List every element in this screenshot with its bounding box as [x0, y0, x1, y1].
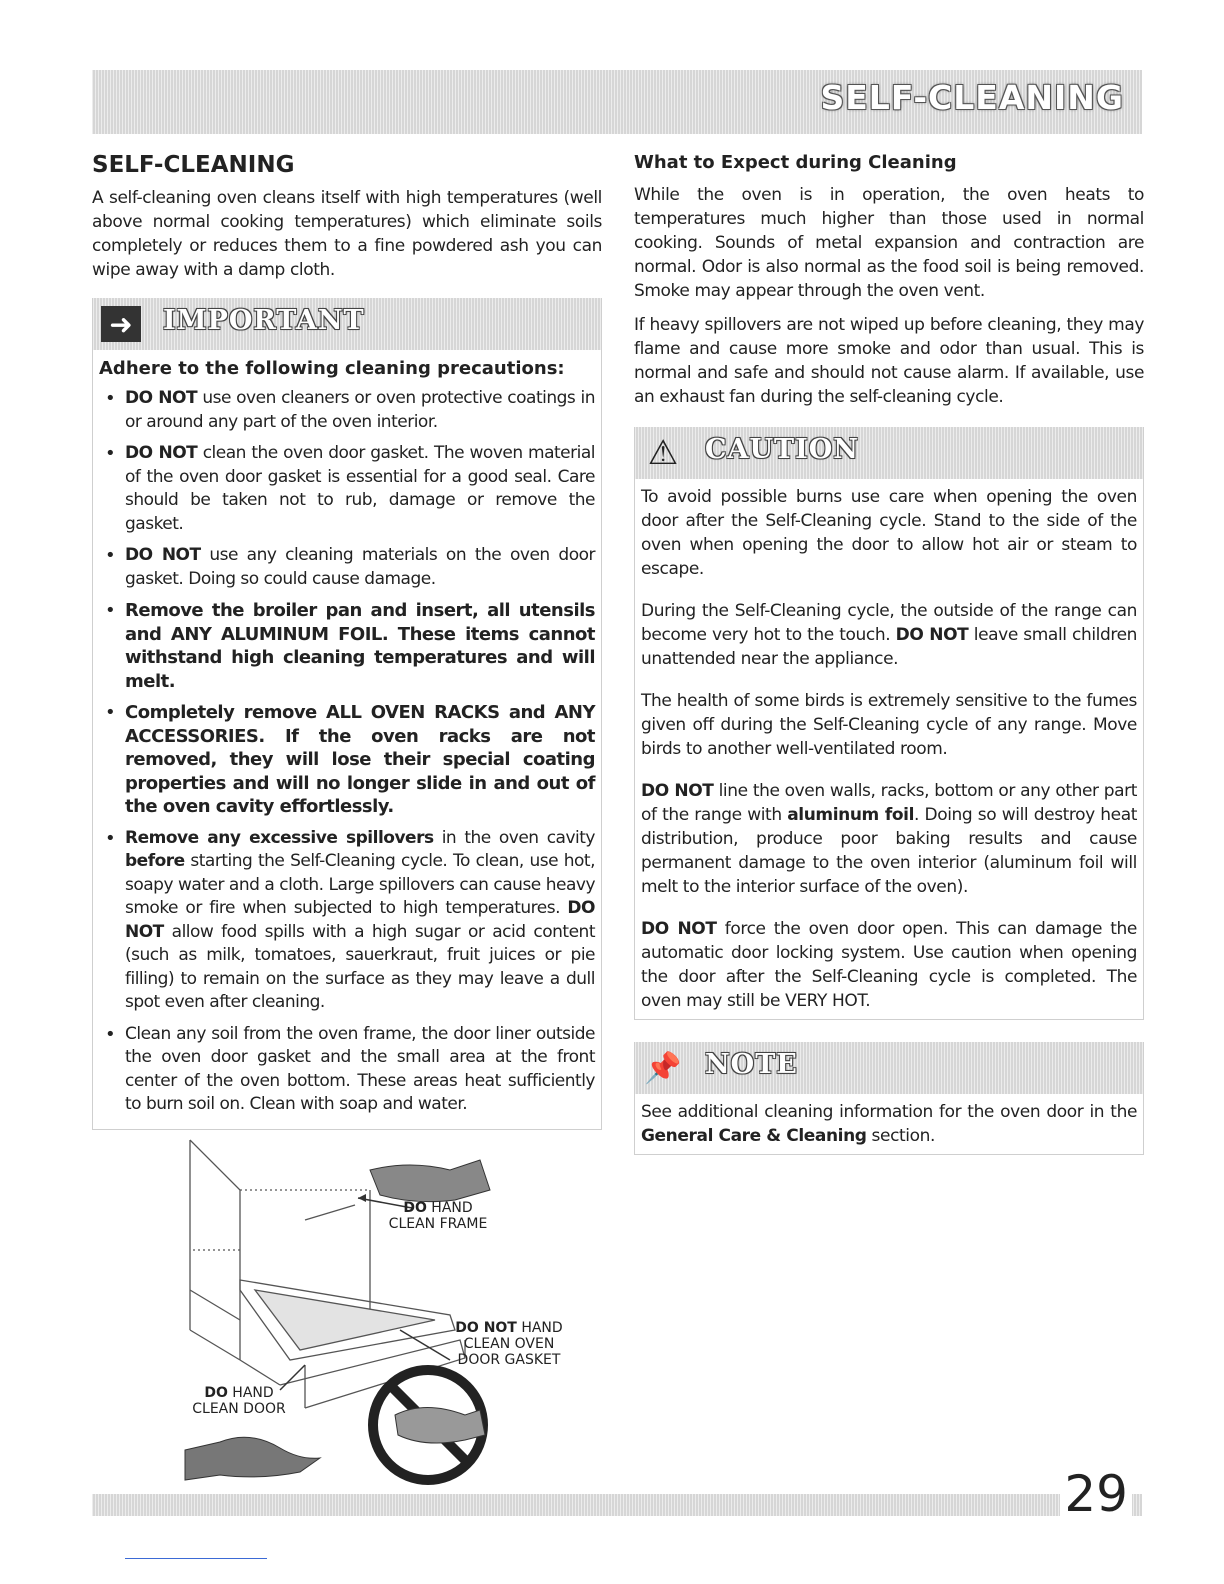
important-label: IMPORTANT — [163, 305, 365, 336]
item-text: clean the oven door gasket. The woven material of the oven door gasket is essential for a good seal. Care should be taken not to rub, damage or remove the gasket. — [125, 443, 595, 534]
prohibition-icon — [373, 1370, 485, 1480]
footer-band — [92, 1494, 1142, 1516]
bold-lead: DO NOT — [125, 388, 198, 408]
important-header — [93, 298, 601, 350]
note-paragraph: See additional cleaning information for the oven door in the General Care & Cleaning section. — [641, 1102, 1137, 1146]
hand-icon — [185, 1437, 320, 1480]
arrow-right-icon: ➜ — [101, 306, 141, 342]
caution-header — [635, 427, 1143, 479]
expect-paragraph-2: If heavy spillovers are not wiped up before cleaning, they may flame and cause more smoke and odor than usual. This is normal and safe and should not cause alarm. If available, use an exhaust fan during the self-cleaning cycle. — [634, 315, 1144, 407]
caution-paragraph: DO NOT force the oven door open. This can damage the automatic door locking system. Use caution when opening the door after the Self-Cleaning cycle is completed. The oven may still be VERY HOT. — [641, 919, 1137, 1011]
list-item — [99, 827, 595, 1015]
bold-lead: Remove the broiler pan and insert, all utensils and ANY ALUMINUM FOIL. These items cannot withstand high cleaning temperatures and will melt. — [125, 600, 595, 692]
item-text: use oven cleaners or oven protective coatings in or around any part of the oven interior. — [125, 388, 595, 432]
important-box — [92, 298, 602, 1130]
header-title: SELF-CLEANING — [820, 78, 1124, 117]
caution-paragraph: The health of some birds is extremely sensitive to the fumes given off during the Self-Cleaning cycle of any range. Move birds to another well-ventilated room. — [641, 691, 1137, 759]
right-column — [634, 152, 1144, 1155]
item-text: starting the Self-Cleaning cycle. To clean, use hot, soapy water and a cloth. Large spillovers can cause heavy smoke or fire when subjected to high temperatures. — [125, 851, 595, 918]
intro-paragraph: A self-cleaning oven cleans itself with high temperatures (well above normal cooking temperatures) which eliminate soils completely or reduces them to a fine powdered ash you can wipe away with a damp cloth. — [92, 188, 602, 280]
note-box — [634, 1042, 1144, 1155]
glove-icon — [370, 1160, 490, 1202]
item-text: Clean any soil from the oven frame, the door liner outside the oven door gasket and the small area at the front center of the oven bottom. These areas heat sufficiently to burn soil on. Clean with soap and water. — [125, 1023, 595, 1114]
note-label: NOTE — [705, 1049, 798, 1080]
bottom-rule — [125, 1558, 267, 1559]
warning-triangle-icon: ⚠ — [647, 433, 679, 473]
bold-lead: DO NOT — [125, 443, 198, 463]
item-text: use any cleaning materials on the oven door gasket. Doing so could cause damage. — [125, 545, 595, 589]
caution-label: CAUTION — [705, 434, 859, 465]
precautions-title: Adhere to the following cleaning precautions: — [99, 358, 565, 379]
label-clean-frame: DO HAND CLEAN FRAME — [388, 1200, 488, 1232]
label-gasket: DO NOT HAND CLEAN OVEN DOOR GASKET — [455, 1320, 563, 1368]
caution-paragraph: DO NOT line the oven walls, racks, bottom or any other part of the range with aluminum foil. Doing so will destroy heat distribution, produce poor baking results and cause permanent damage to the oven interior (aluminum foil will melt to the interior surface of the oven). — [641, 781, 1138, 897]
expect-paragraph-1: While the oven is in operation, the oven heats to temperatures much higher than those used in normal cooking. Sounds of metal expansion and contraction are normal. Odor is also normal as the food soil is being removed. Smoke may appear through the oven vent. — [634, 185, 1144, 301]
list-item — [99, 442, 595, 536]
bold-lead: Completely remove ALL OVEN RACKS and ANY ACCESSORIES. If the oven racks are not removed, they will lose their special coating properties and will no longer slide in and out of the oven cavity effortlessly. — [125, 702, 595, 817]
pushpin-icon: 📌 — [644, 1050, 682, 1086]
bold-do-not: DO NOT — [125, 898, 595, 942]
left-column — [92, 152, 602, 1130]
oven-drawing — [180, 1130, 580, 1490]
caution-paragraph: To avoid possible burns use care when opening the oven door after the Self-Cleaning cycle. Stand to the side of the oven when opening the door to allow hot air or steam to escape. — [641, 487, 1137, 579]
item-text: in the oven cavity — [433, 827, 595, 848]
bold-lead: Remove any excessive spillovers — [125, 827, 434, 848]
expect-heading: What to Expect during Cleaning — [634, 152, 957, 173]
precautions-list — [99, 387, 595, 1117]
oven-cleaning-illustration — [180, 1130, 580, 1490]
item-text: allow food spills with a high sugar or acid content (such as milk, tomatoes, sauerkraut, fruit juices or pie filling) to remain on the surface as they may leave a dull spot even after cleaning. — [125, 921, 595, 1012]
list-item — [99, 544, 595, 591]
section-heading: SELF-CLEANING — [92, 152, 295, 178]
note-header — [635, 1042, 1143, 1094]
bold-before: before — [125, 851, 185, 871]
label-clean-door: DO HAND CLEAN DOOR — [192, 1385, 286, 1417]
caution-box — [634, 427, 1144, 1020]
page-number: 29 — [1060, 1466, 1132, 1522]
list-item — [99, 1023, 595, 1117]
list-item — [99, 701, 595, 819]
header-band — [92, 70, 1142, 134]
list-item — [99, 599, 595, 693]
bold-lead: DO NOT — [125, 545, 201, 565]
caution-paragraph: During the Self-Cleaning cycle, the outside of the range can become very hot to the touch. DO NOT leave small children unattended near the appliance. — [641, 601, 1138, 669]
list-item — [99, 387, 595, 434]
